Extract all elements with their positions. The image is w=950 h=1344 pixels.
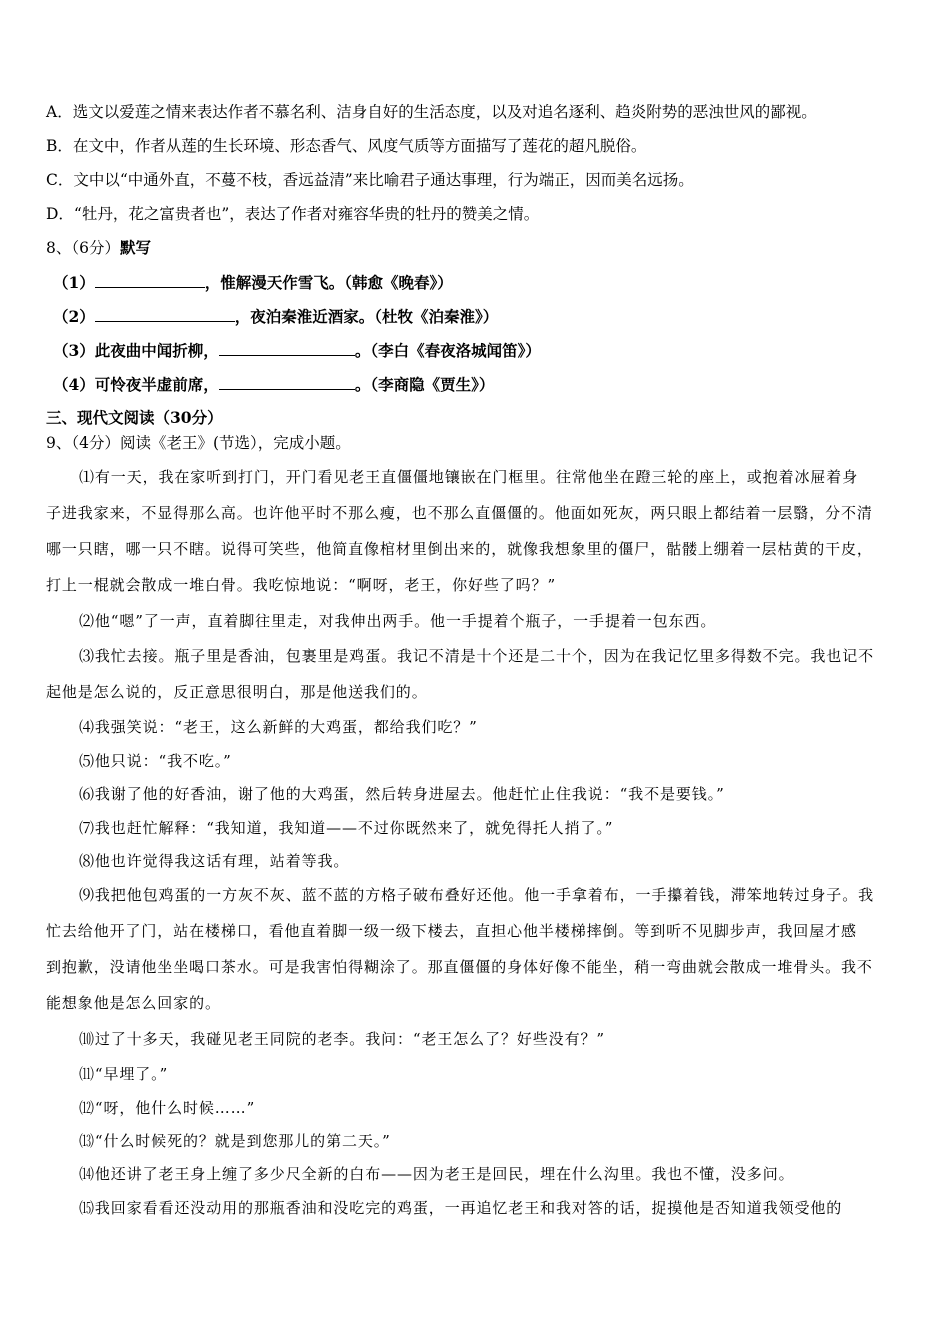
section-3-heading: 三、现代文阅读（30分）	[46, 408, 223, 427]
dictation-blank[interactable]	[219, 373, 355, 390]
passage-p9-line-4: 能想象他是怎么回家的。	[46, 994, 221, 1012]
dictation-item-number: （4）	[53, 375, 95, 394]
dictation-item-number: （1）	[53, 273, 95, 292]
passage-p2: ⑵他“嗯”了一声，直着脚往里走，对我伸出两手。他一手提着个瓶子，一手提着一包东西。	[79, 612, 717, 630]
dictation-item-number: （3）	[53, 341, 95, 360]
dictation-item-3: （3）此夜曲中闻折柳， 。（李白《春夜洛城闻笛》）	[53, 341, 541, 360]
passage-p7: ⑺我也赶忙解释：“我知道，我知道——不过你既然来了，就免得托人捎了。”	[79, 819, 614, 837]
passage-p8: ⑻他也许觉得我这话有理，站着等我。	[79, 852, 350, 870]
question-8-heading	[46, 237, 151, 259]
question-8-title: 默写	[119, 238, 151, 257]
question-8-number: 8、（6分）	[46, 239, 120, 257]
option-c: C．文中以“中通外直，不蔓不枝，香远益清”来比喻君子通达事理，行为端正，因而美名远扬。	[46, 171, 694, 189]
passage-p10: ⑽过了十多天，我碰见老王同院的老李。我问：“老王怎么了？好些没有？”	[79, 1030, 605, 1048]
option-b: B．在文中，作者从莲的生长环境、形态香气、风度气质等方面描写了莲花的超凡脱俗。	[46, 137, 647, 155]
dictation-item-number: （2）	[53, 307, 95, 326]
question-9-heading: 9、（4分）阅读《老王》(节选），完成小题。	[46, 434, 351, 452]
passage-p4: ⑷我强笑说：“老王，这么新鲜的大鸡蛋，都给我们吃？”	[79, 718, 478, 736]
passage-p9-line-1: ⑼我把他包鸡蛋的一方灰不灰、蓝不蓝的方格子破布叠好还他。他一手拿着布，一手攥着钱，滞笨地转过身子。我	[79, 886, 875, 904]
dictation-item-1: （1） ，惟解漫天作雪飞。（韩愈《晚春》）	[53, 273, 453, 292]
passage-p1-line-3: 哪一只瞎，哪一只不瞎。说得可笑些，他简直像棺材里倒出来的，就像我想象里的僵尸，骷髅上绷着一层枯黄的干皮，	[46, 540, 873, 558]
passage-p1-line-1: ⑴有一天，我在家听到打门，开门看见老王直僵僵地镶嵌在门框里。往常他坐在蹬三轮的座上，或抱着冰屉着身	[79, 468, 859, 486]
dictation-blank[interactable]	[219, 339, 355, 356]
dictation-blank[interactable]	[95, 271, 205, 288]
passage-p9-line-2: 忙去给他开了门，站在楼梯口，看他直着脚一级一级下楼去，直担心他半楼梯摔倒。等到听不见脚步声，我回屋才感	[46, 922, 857, 940]
passage-p6: ⑹我谢了他的好香油，谢了他的大鸡蛋，然后转身进屋去。他赶忙止住我说：“我不是要钱。”	[79, 785, 725, 803]
passage-p15: ⒂我回家看看还没动用的那瓶香油和没吃完的鸡蛋，一再追忆老王和我对答的话，捉摸他是否知道我领受他的	[79, 1199, 843, 1217]
dictation-item-4: （4）可怜夜半虚前席， 。（李商隐《贾生》）	[53, 375, 495, 394]
passage-p1-line-4: 打上一棍就会散成一堆白骨。我吃惊地说：“啊呀，老王，你好些了吗？”	[46, 576, 557, 594]
passage-p5: ⑸他只说：“我不吃。”	[79, 752, 232, 770]
passage-p14: ⒁他还讲了老王身上缠了多少尺全新的白布——因为老王是回民，埋在什么沟里。我也不懂，没多问。	[79, 1165, 795, 1183]
passage-p9-line-3: 到抱歉，没请他坐坐喝口茶水。可是我害怕得糊涂了。那直僵僵的身体好像不能坐，稍一弯曲就会散成一堆骨头。我不	[46, 958, 873, 976]
dictation-item-2: （2） ，夜泊秦淮近酒家。（杜牧《泊秦淮》）	[53, 307, 499, 326]
passage-p13: ⒀“什么时候死的？就是到您那儿的第二天。”	[79, 1132, 391, 1150]
passage-p11: ⑾“早埋了。”	[79, 1065, 169, 1083]
passage-p3-line-2: 起他是怎么说的，反正意思很明白，那是他送我们的。	[46, 683, 428, 701]
option-a: A．选文以爱莲之情来表达作者不慕名利、洁身自好的生活态度，以及对追名逐利、趋炎附势的恶浊世风的鄙视。	[46, 103, 817, 121]
dictation-blank[interactable]	[95, 305, 235, 322]
passage-p1-line-2: 子进我家来，不显得那么高。也许他平时不那么瘦，也不那么直僵僵的。他面如死灰，两只眼上都结着一层翳，分不清	[46, 504, 873, 522]
passage-p12: ⑿“呀，他什么时候……”	[79, 1099, 256, 1117]
option-d: D．“牡丹，花之富贵者也”，表达了作者对雍容华贵的牡丹的赞美之情。	[46, 205, 540, 223]
passage-p3-line-1: ⑶我忙去接。瓶子里是香油，包裹里是鸡蛋。我记不清是十个还是二十个，因为在我记忆里多得数不完。我也记不	[79, 647, 875, 665]
